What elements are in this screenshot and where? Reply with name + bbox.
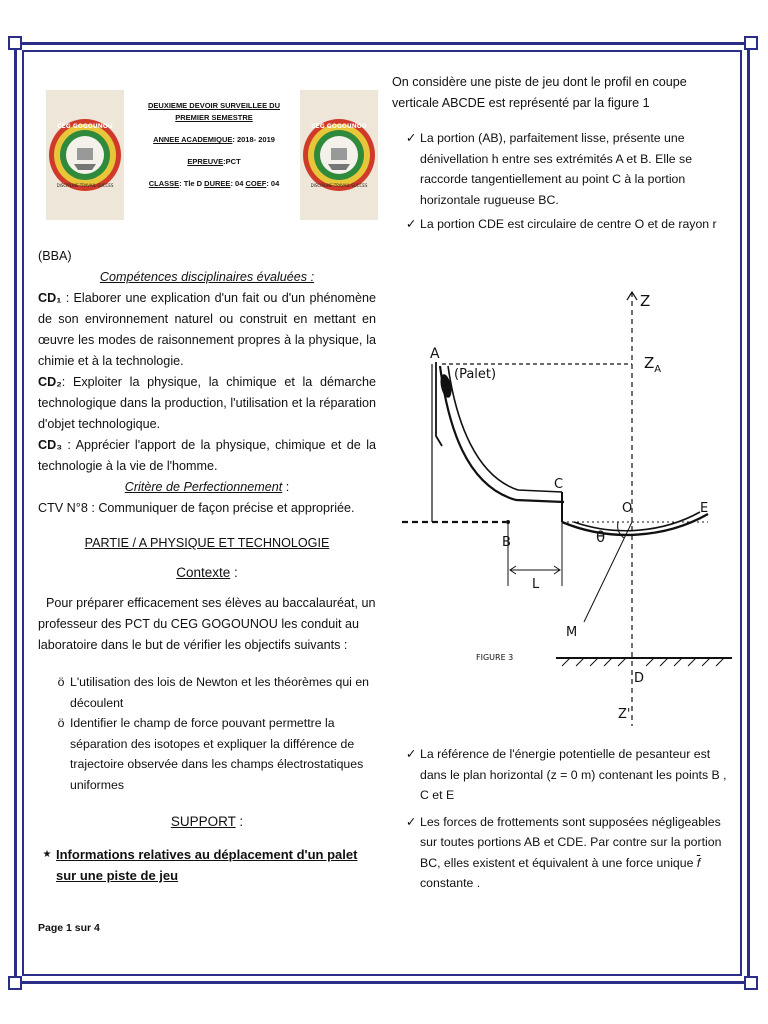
frame-corner (8, 976, 22, 990)
label-e: E (700, 501, 709, 516)
check-icon: ✓ (405, 217, 417, 231)
page-number: Page 1 sur 4 (38, 922, 100, 934)
partie-title: PARTIE / A PHYSIQUE ET TECHNOLOGIE (84, 536, 330, 550)
svg-text:DISCIPLINE-TRAVAIL-SUCCES: DISCIPLINE-TRAVAIL-SUCCES (310, 183, 368, 188)
list-item: ö L'utilisation des lois de Newton et les théorèmes qui en découlent (52, 672, 376, 713)
frame-corner (8, 36, 22, 50)
critere-title: Critère de Perfectionnement : (124, 480, 290, 494)
label-za: $Z_A$ (644, 354, 662, 375)
right-column (392, 72, 730, 235)
school-logo-icon (46, 90, 124, 220)
header-title-1: DEUXIEME DEVOIR SURVEILLEE DU (148, 101, 280, 110)
check-icon: ✓ (405, 747, 417, 761)
cd2: CD₂: Exploiter la physique, la chimique et la démarche technologique dans la production, l'utilisation et la réparation d'objet technologique. (38, 375, 376, 431)
list-item: ✓ Les forces de frottements sont supposées négligeables sur toutes portions AB et CDE. Par contre sur la portion BC, elles existent et équivalent à une force unique $\overline{f}$ constante . (402, 812, 730, 894)
bullet-icon: ö (57, 716, 65, 730)
list-item: ✓ La portion CDE est circulaire de centre O et de rayon r (402, 214, 730, 235)
exam-header (38, 86, 376, 236)
label-m: M (566, 625, 578, 640)
check-icon: ✓ (405, 814, 417, 829)
contexte-title: Contexte : (176, 565, 238, 580)
right-intro: On considère une piste de jeu dont le profil en coupe verticale ABCDE est représenté par la figure 1 (392, 75, 687, 110)
contexte-text: Pour préparer efficacement ses élèves au baccalauréat, un professeur des PCT du CEG GOGOUNOU les conduit au laboratoire dans le but de vérifier les objectifs suivants : (38, 596, 376, 652)
competences-title: Compétences disciplinaires évaluées : (99, 270, 315, 284)
frame-corner (744, 976, 758, 990)
svg-text:DISCIPLINE-TRAVAIL-SUCCES: DISCIPLINE-TRAVAIL-SUCCES (56, 183, 114, 188)
track-figure (396, 286, 732, 732)
bullet-icon: ö (57, 675, 65, 689)
figure-caption: FIGURE 3 (476, 653, 514, 662)
bba-label: (BBA) (38, 249, 72, 263)
ramp-inner (448, 366, 562, 492)
header-year: ANNEE ACADEMIQUE: 2018- 2019 (153, 135, 275, 144)
support-title: SUPPORT : (170, 814, 244, 829)
svg-text:CEG GOGOUNOU: CEG GOGOUNOU (57, 123, 113, 130)
point-b (506, 520, 510, 524)
label-theta: θ (596, 528, 606, 546)
header-title-2: PREMIER SEMESTRE (175, 113, 253, 122)
support-item: ★ Informations relatives au déplacement d'un palet sur une piste de jeu (38, 844, 376, 886)
radius-om (584, 522, 632, 622)
cd1: CD₁ : Elaborer une explication d'un fait ou d'un phénomène de son environnement naturel ou construit en mettant en œuvre les modes de raisonnement propres à la physique, la chimie et à la technologie. (38, 291, 376, 368)
label-l: L (532, 577, 540, 592)
list-item: ✓ La portion (AB), parfaitement lisse, présente une dénivellation h entre ses extrémités A et B. Elle se raccorde tangentiellement au point C à la portion horizontale rugueuse BC. (402, 128, 730, 210)
list-item: ✓ La référence de l'énergie potentielle de pesanteur est dans le plan horizontal (z = 0 m) contenant les points B , C et E (402, 744, 730, 806)
ctv: CTV N°8 : Communiquer de façon précise et appropriée. (38, 501, 355, 515)
label-b: B (502, 535, 511, 550)
label-z-prime: Z' (618, 707, 631, 722)
cd3: CD₃ : Apprécier l'apport de la physique, chimique et de la technologie à la vie de l'homme. (38, 438, 376, 473)
check-icon: ✓ (405, 131, 417, 145)
label-palet: (Palet) (454, 367, 497, 382)
track-description-list (392, 128, 730, 235)
label-d: D (634, 671, 645, 686)
label-o: O (622, 501, 633, 516)
svg-text:CEG GOGOUNOU: CEG GOGOUNOU (311, 123, 367, 130)
header-class: CLASSE: Tle D DUREE: 04 COEF: 04 (148, 179, 280, 188)
frame-corner (744, 36, 758, 50)
list-item: ö Identifier le champ de force pouvant permettre la séparation des isotopes et expliquer la différence de trajectoire observée dans les champs électrostatiques uniformes (52, 713, 376, 795)
objectives-list (38, 672, 376, 795)
exam-header-text (134, 100, 294, 190)
header-subject: EPREUVE:PCT (187, 157, 241, 166)
label-c: C (554, 477, 564, 492)
circular-track-inner (574, 512, 700, 531)
label-z: Z (640, 292, 651, 310)
label-a: A (430, 346, 440, 362)
energy-friction-list (402, 744, 730, 894)
star-icon: ★ (42, 849, 52, 860)
school-logo-icon (300, 90, 378, 220)
ground-hatch (562, 658, 724, 666)
left-column (38, 86, 376, 886)
